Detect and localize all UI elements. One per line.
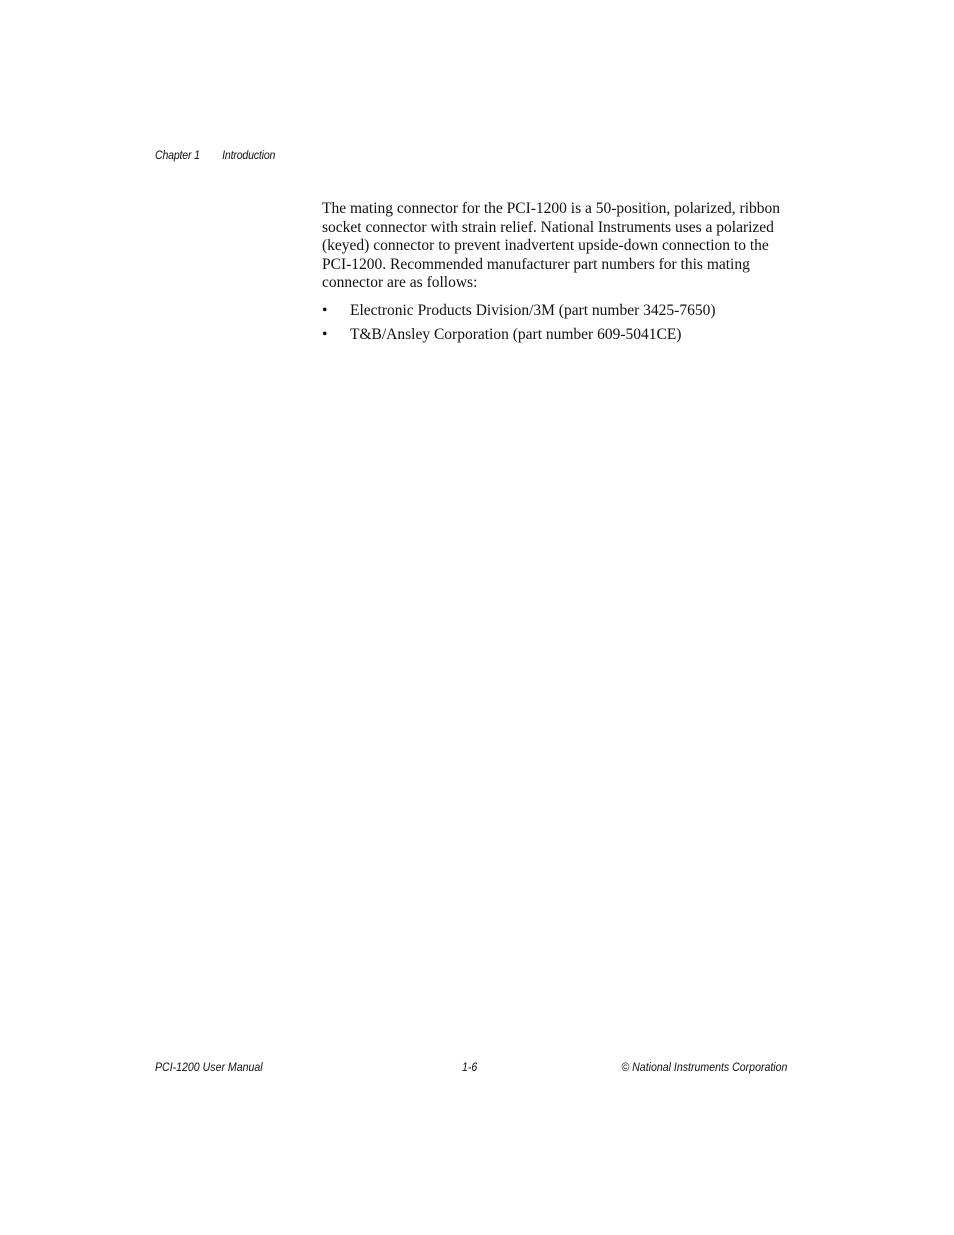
body-paragraph: The mating connector for the PCI-1200 is a 50-position, polarized, ribbon socket connector with strain relief. National Instruments uses a polarized (keyed) connector to prevent inadvertent upside-down connection to the PCI-1200. Recommended manufacturer part numbers for this mating connector are as follows: (322, 200, 781, 292)
page-footer (155, 1062, 787, 1078)
list-item-text: Electronic Products Division/3M (part number 3425-7650) (350, 301, 716, 319)
list-item (322, 326, 792, 345)
bullet-icon: • (322, 325, 328, 343)
page-number: 1-6 (462, 1062, 478, 1074)
bullet-icon: • (322, 301, 328, 319)
manual-title: PCI-1200 User Manual (155, 1062, 263, 1074)
list-item (322, 302, 792, 321)
body-content (322, 200, 792, 350)
chapter-label: Chapter 1 (155, 150, 200, 162)
running-header (155, 150, 275, 162)
section-title: Introduction (222, 150, 276, 162)
bullet-list (322, 302, 792, 345)
copyright-notice: © National Instruments Corporation (621, 1062, 787, 1074)
list-item-text: T&B/Ansley Corporation (part number 609-5041CE) (350, 325, 682, 343)
